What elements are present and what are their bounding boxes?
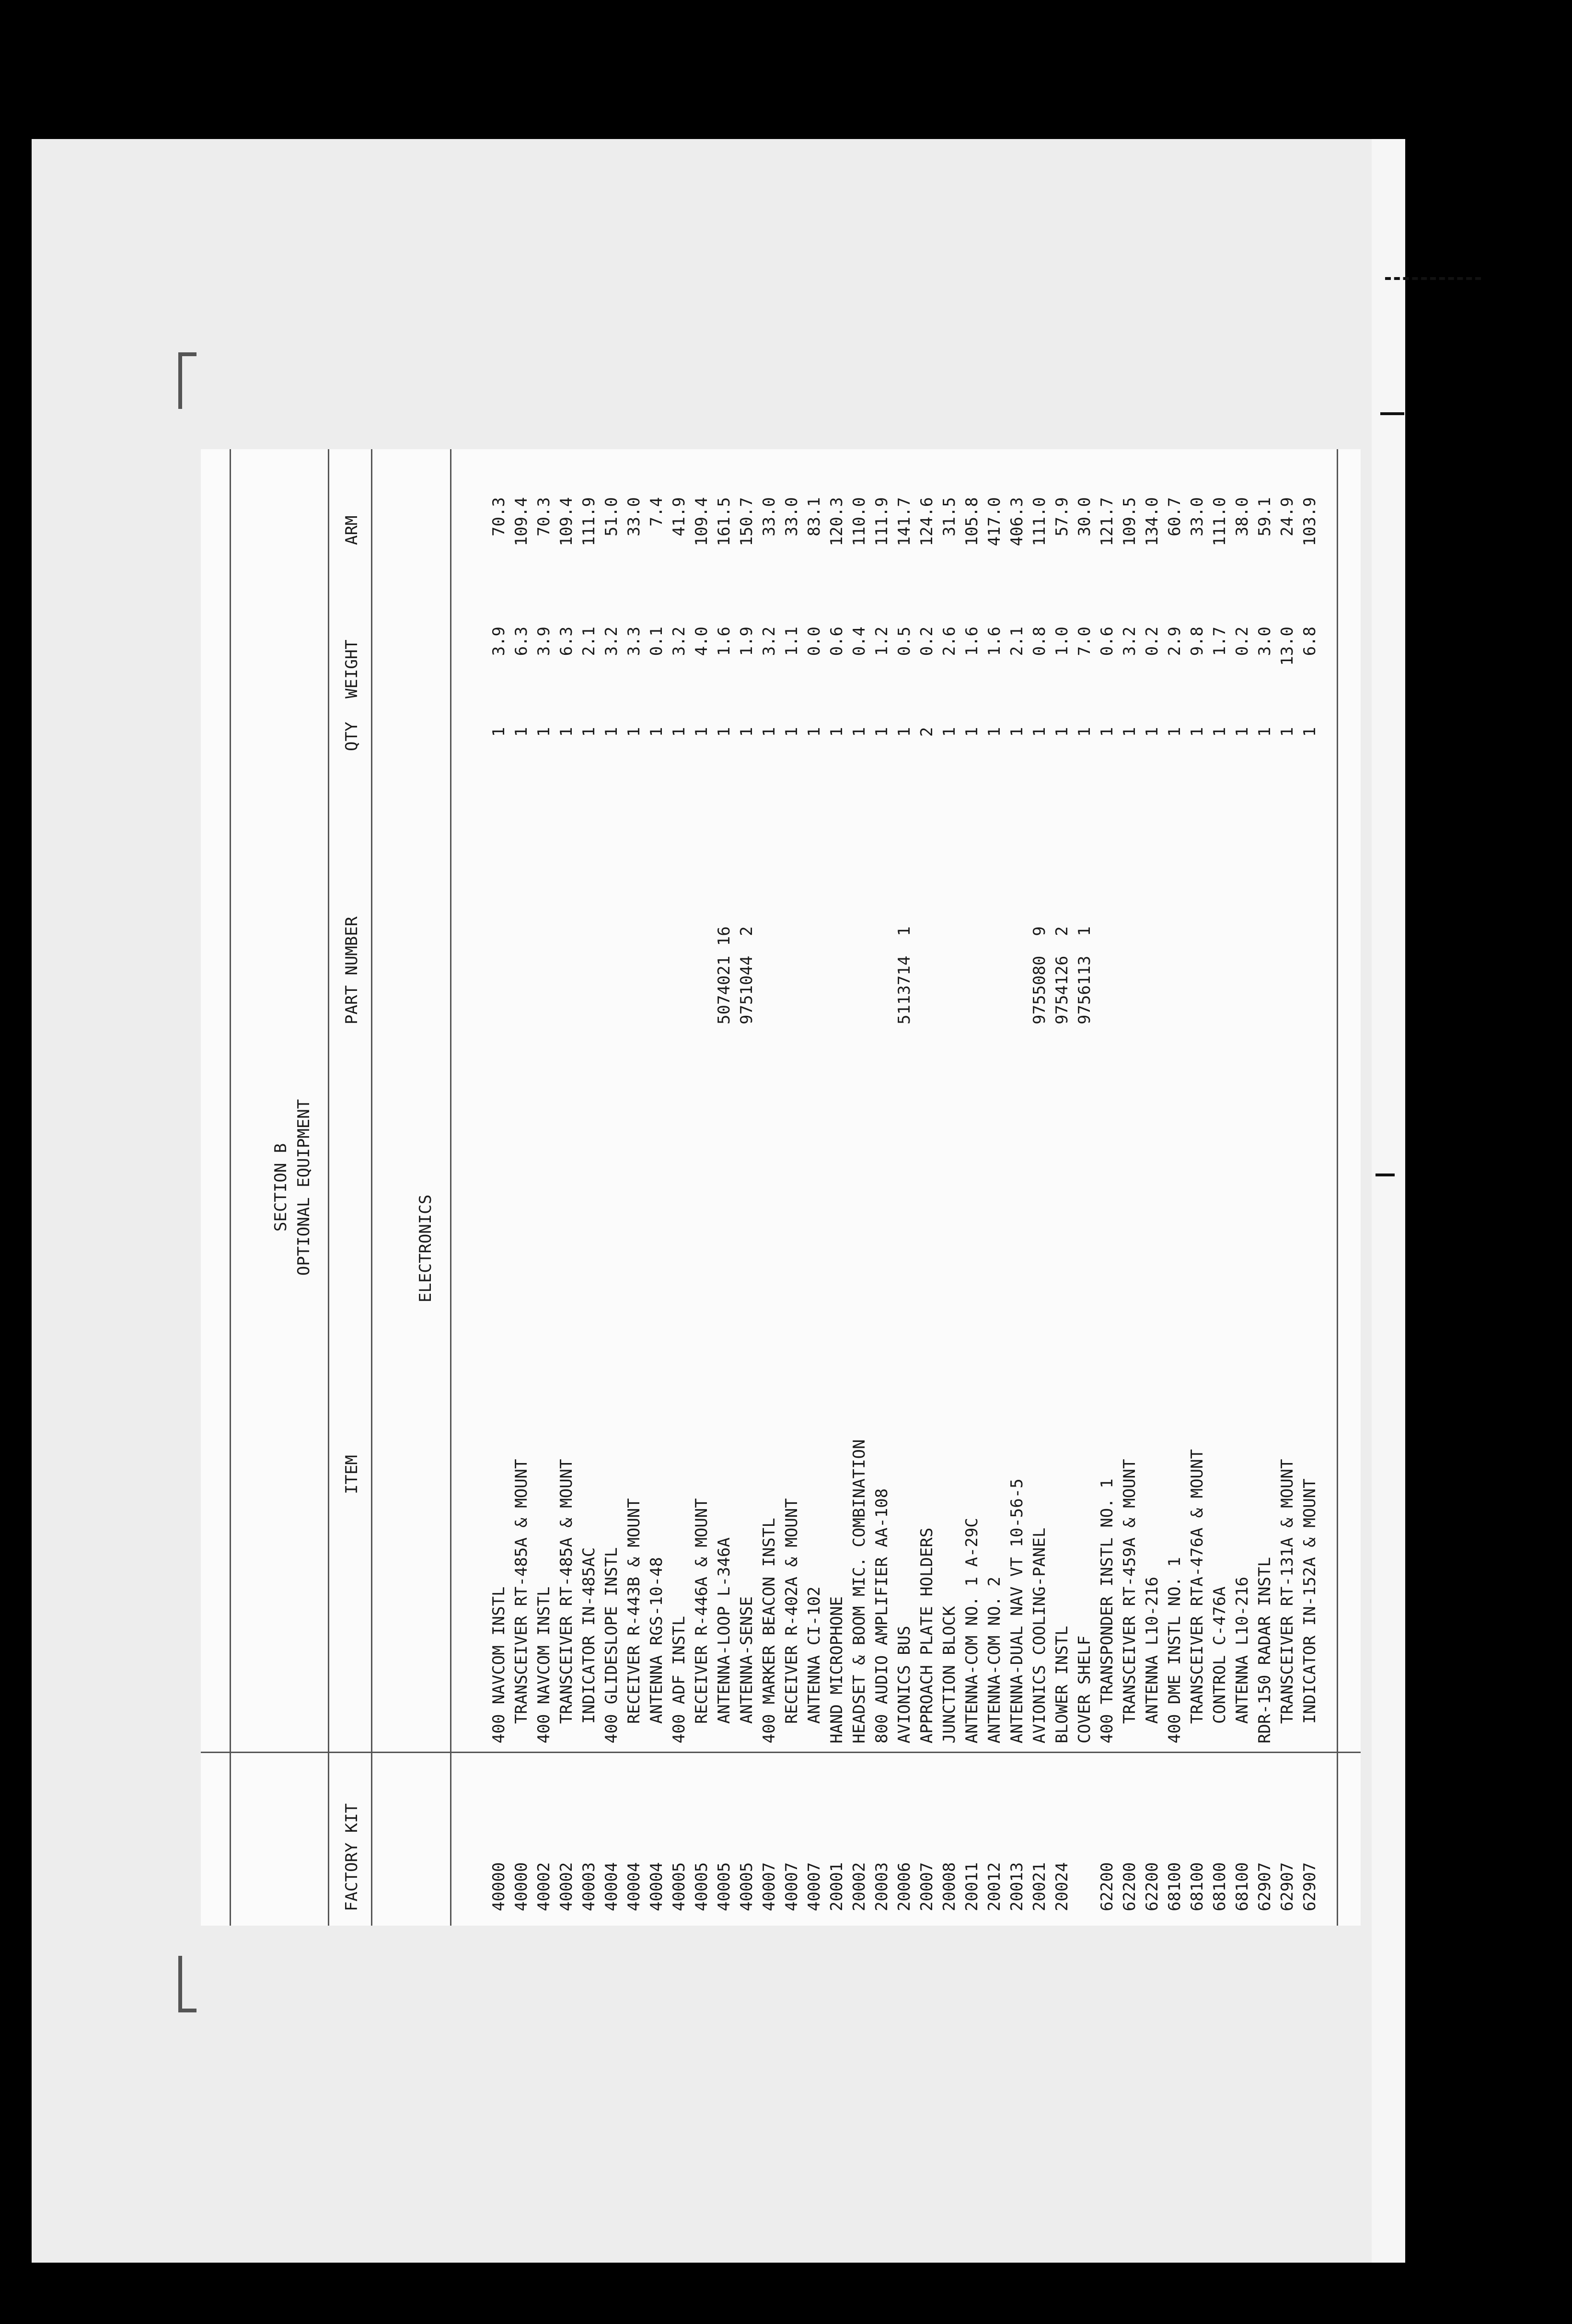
table-row xyxy=(1257,449,1274,1926)
cell-kit: 40007 xyxy=(805,1862,824,1911)
cell-arm: 109.5 xyxy=(1120,497,1139,546)
cell-arm: 111.9 xyxy=(872,497,891,546)
rotated-document xyxy=(201,449,1361,1926)
cell-kit: 62907 xyxy=(1300,1862,1319,1911)
cell-item: RECEIVER R-402A & MOUNT xyxy=(782,1498,801,1743)
cell-kit: 40007 xyxy=(760,1862,779,1911)
table-row xyxy=(806,449,823,1926)
cell-item: 400 ADF INSTL xyxy=(670,1615,689,1743)
cell-kit: 62200 xyxy=(1143,1862,1162,1911)
table-row xyxy=(536,449,553,1926)
header-item: ITEM xyxy=(342,1455,361,1494)
cell-weight: 3.9 xyxy=(489,627,509,656)
cell-weight: 13.0 xyxy=(1278,627,1297,666)
cell-item: ANTENNA-COM NO. 1 A-29C xyxy=(962,1518,982,1743)
cell-kit: 68100 xyxy=(1233,1862,1252,1911)
table-row xyxy=(558,449,576,1926)
cell-arm: 7.4 xyxy=(647,497,666,527)
cell-arm: 70.3 xyxy=(534,497,554,536)
table-row xyxy=(1212,449,1229,1926)
rule-header-top xyxy=(328,449,329,1926)
cell-qty: 1 xyxy=(850,727,869,737)
cell-qty: 1 xyxy=(1098,727,1117,737)
table-row xyxy=(874,449,891,1926)
cell-weight: 3.2 xyxy=(602,627,621,656)
cell-weight: 1.6 xyxy=(962,627,982,656)
cell-item: ANTENNA L10-216 xyxy=(1143,1577,1162,1743)
cell-qty: 1 xyxy=(489,727,509,737)
table-row xyxy=(1144,449,1161,1926)
cell-kit: 40000 xyxy=(512,1862,531,1911)
cell-item: JUNCTION BLOCK xyxy=(940,1606,959,1743)
cell-arm: 406.3 xyxy=(1007,497,1027,546)
cell-arm: 60.7 xyxy=(1165,497,1184,536)
header-arm: ARM xyxy=(342,515,361,545)
cell-kit: 20006 xyxy=(895,1862,914,1911)
cell-weight: 6.3 xyxy=(557,627,576,656)
table-row xyxy=(896,449,913,1926)
cell-item: RDR-150 RADAR INSTL xyxy=(1255,1557,1274,1743)
cell-item: ANTENNA-COM NO. 2 xyxy=(985,1577,1004,1743)
cell-qty: 1 xyxy=(737,727,756,737)
cell-kit: 20012 xyxy=(985,1862,1004,1911)
cell-arm: 59.1 xyxy=(1255,497,1274,536)
cell-kit: 40007 xyxy=(782,1862,801,1911)
cell-qty: 1 xyxy=(805,727,824,737)
cell-item: TRANSCEIVER RT-485A & MOUNT xyxy=(512,1459,531,1743)
cell-part: 9756113 1 xyxy=(1075,926,1094,1024)
table-row xyxy=(1302,449,1319,1926)
cell-weight: 0.6 xyxy=(827,627,846,656)
cell-weight: 0.2 xyxy=(917,627,936,656)
cell-weight: 3.0 xyxy=(1255,627,1274,656)
table-row xyxy=(1121,449,1139,1926)
cell-arm: 51.0 xyxy=(602,497,621,536)
cell-part: 9754126 2 xyxy=(1052,926,1072,1024)
cell-item: 400 DME INSTL NO. 1 xyxy=(1165,1557,1184,1743)
cell-item: RECEIVER R-443B & MOUNT xyxy=(624,1498,644,1743)
cell-qty: 1 xyxy=(1278,727,1297,737)
cell-qty: 1 xyxy=(534,727,554,737)
cell-qty: 1 xyxy=(512,727,531,737)
cell-item: HAND MICROPHONE xyxy=(827,1596,846,1743)
cell-item: AVIONICS BUS xyxy=(895,1626,914,1743)
table-row xyxy=(581,449,598,1926)
cell-qty: 1 xyxy=(782,727,801,737)
cell-qty: 1 xyxy=(557,727,576,737)
cell-weight: 3.3 xyxy=(624,627,644,656)
cell-qty: 1 xyxy=(827,727,846,737)
cell-qty: 1 xyxy=(715,727,734,737)
cell-arm: 134.0 xyxy=(1143,497,1162,546)
cell-kit: 40002 xyxy=(534,1862,554,1911)
cell-kit: 20008 xyxy=(940,1862,959,1911)
scan-dash-mark xyxy=(1385,277,1481,280)
rule-header-bottom xyxy=(371,449,372,1926)
cell-arm: 121.7 xyxy=(1098,497,1117,546)
cell-arm: 33.0 xyxy=(1188,497,1207,536)
cell-item: HEADSET & BOOM MIC. COMBINATION xyxy=(850,1439,869,1743)
cell-item: ANTENNA RGS-10-48 xyxy=(647,1557,666,1743)
cell-kit: 68100 xyxy=(1188,1862,1207,1911)
table-row xyxy=(671,449,688,1926)
rule-top xyxy=(230,449,231,1926)
cell-weight: 3.2 xyxy=(760,627,779,656)
cell-qty: 1 xyxy=(1052,727,1072,737)
cell-kit: 40000 xyxy=(489,1862,509,1911)
corner-mark-bottom-left xyxy=(178,1956,196,2012)
cell-weight: 6.3 xyxy=(512,627,531,656)
cell-weight: 1.6 xyxy=(715,627,734,656)
cell-arm: 111.0 xyxy=(1030,497,1049,546)
cell-qty: 1 xyxy=(1255,727,1274,737)
cell-qty: 1 xyxy=(692,727,711,737)
cell-arm: 38.0 xyxy=(1233,497,1252,536)
cell-qty: 1 xyxy=(1165,727,1184,737)
cell-weight: 1.7 xyxy=(1210,627,1229,656)
cell-arm: 111.9 xyxy=(579,497,599,546)
cell-qty: 1 xyxy=(962,727,982,737)
table-row xyxy=(1279,449,1296,1926)
cell-kit: 20001 xyxy=(827,1862,846,1911)
table-row xyxy=(716,449,733,1926)
cell-part: 5113714 1 xyxy=(895,926,914,1024)
table-row xyxy=(1009,449,1026,1926)
cell-kit: 40004 xyxy=(647,1862,666,1911)
cell-qty: 1 xyxy=(1143,727,1162,737)
cell-qty: 1 xyxy=(1300,727,1319,737)
cell-qty: 1 xyxy=(579,727,599,737)
cell-qty: 2 xyxy=(917,727,936,737)
cell-qty: 1 xyxy=(985,727,1004,737)
group-title: ELECTRONICS xyxy=(416,1194,435,1302)
cell-item: ANTENNA-LOOP L-346A xyxy=(715,1537,734,1743)
cell-qty: 1 xyxy=(760,727,779,737)
cell-item: TRANSCEIVER RTA-476A & MOUNT xyxy=(1188,1449,1207,1743)
cell-item: TRANSCEIVER RT-485A & MOUNT xyxy=(557,1459,576,1743)
cell-kit: 20003 xyxy=(872,1862,891,1911)
cell-kit: 20013 xyxy=(1007,1862,1027,1911)
cell-qty: 1 xyxy=(1210,727,1229,737)
cell-weight: 0.2 xyxy=(1233,627,1252,656)
table-row xyxy=(1234,449,1251,1926)
cell-item: TRANSCEIVER RT-459A & MOUNT xyxy=(1120,1459,1139,1743)
cell-kit: 40003 xyxy=(579,1862,599,1911)
cell-arm: 33.0 xyxy=(760,497,779,536)
cell-kit: 40002 xyxy=(557,1862,576,1911)
cell-item: TRANSCEIVER RT-131A & MOUNT xyxy=(1278,1459,1297,1743)
cell-kit: 40005 xyxy=(715,1862,734,1911)
cell-part: 9755080 9 xyxy=(1030,926,1049,1024)
cell-weight: 0.1 xyxy=(647,627,666,656)
table-row xyxy=(761,449,778,1926)
cell-weight: 0.5 xyxy=(895,627,914,656)
cell-weight: 2.6 xyxy=(940,627,959,656)
cell-arm: 103.9 xyxy=(1300,497,1319,546)
cell-arm: 141.7 xyxy=(895,497,914,546)
cell-part: 9751044 2 xyxy=(737,926,756,1024)
cell-item: CONTROL C-476A xyxy=(1210,1586,1229,1743)
header-part-number: PART NUMBER xyxy=(342,916,361,1024)
rule-bottom xyxy=(1337,449,1338,1926)
cell-part: 5074021 16 xyxy=(715,926,734,1024)
table-row xyxy=(986,449,1004,1926)
cell-weight: 2.1 xyxy=(579,627,599,656)
edge-tick-middle xyxy=(1376,1174,1395,1176)
cell-kit: 20011 xyxy=(962,1862,982,1911)
cell-qty: 1 xyxy=(647,727,666,737)
cell-kit: 62907 xyxy=(1255,1862,1274,1911)
cell-kit: 40005 xyxy=(692,1862,711,1911)
table-row xyxy=(1076,449,1094,1926)
table-row xyxy=(648,449,666,1926)
table-row xyxy=(829,449,846,1926)
cell-weight: 7.0 xyxy=(1075,627,1094,656)
cell-item: AVIONICS COOLING-PANEL xyxy=(1030,1527,1049,1743)
cell-kit: 68100 xyxy=(1165,1862,1184,1911)
cell-weight: 0.4 xyxy=(850,627,869,656)
cell-arm: 30.0 xyxy=(1075,497,1094,536)
cell-weight: 0.0 xyxy=(805,627,824,656)
cell-item: 400 NAVCOM INSTL xyxy=(534,1586,554,1743)
table-row xyxy=(739,449,756,1926)
cell-weight: 1.6 xyxy=(985,627,1004,656)
table-row xyxy=(941,449,959,1926)
table-row xyxy=(694,449,711,1926)
cell-arm: 109.4 xyxy=(512,497,531,546)
cell-item: APPROACH PLATE HOLDERS xyxy=(917,1527,936,1743)
rule-group xyxy=(450,449,451,1926)
cell-weight: 1.9 xyxy=(737,627,756,656)
cell-item: ANTENNA CI-102 xyxy=(805,1586,824,1743)
col-divider-item xyxy=(201,1752,1361,1753)
cell-qty: 1 xyxy=(872,727,891,737)
cell-kit: 40004 xyxy=(602,1862,621,1911)
cell-weight: 2.1 xyxy=(1007,627,1027,656)
cell-qty: 1 xyxy=(940,727,959,737)
cell-item: 400 GLIDESLOPE INSTL xyxy=(602,1547,621,1743)
cell-weight: 9.8 xyxy=(1188,627,1207,656)
cell-weight: 4.0 xyxy=(692,627,711,656)
cell-arm: 31.5 xyxy=(940,497,959,536)
section-title: SECTION B xyxy=(271,1143,290,1232)
cell-kit: 62907 xyxy=(1278,1862,1297,1911)
cell-item: RECEIVER R-446A & MOUNT xyxy=(692,1498,711,1743)
cell-kit: 40004 xyxy=(624,1862,644,1911)
cell-item: INDICATOR IN-485AC xyxy=(579,1547,599,1743)
cell-arm: 109.4 xyxy=(692,497,711,546)
cell-qty: 1 xyxy=(602,727,621,737)
cell-arm: 105.8 xyxy=(962,497,982,546)
table-row xyxy=(1189,449,1206,1926)
cell-kit: 20007 xyxy=(917,1862,936,1911)
cell-weight: 1.0 xyxy=(1052,627,1072,656)
cell-arm: 33.0 xyxy=(782,497,801,536)
cell-qty: 1 xyxy=(624,727,644,737)
cell-arm: 109.4 xyxy=(557,497,576,546)
cell-qty: 1 xyxy=(1030,727,1049,737)
table-row xyxy=(919,449,936,1926)
cell-item: COVER SHELF xyxy=(1075,1635,1094,1743)
cell-weight: 6.8 xyxy=(1300,627,1319,656)
scan-right-strip xyxy=(1372,139,1405,2263)
cell-weight: 3.2 xyxy=(1120,627,1139,656)
cell-weight: 0.6 xyxy=(1098,627,1117,656)
cell-kit: 68100 xyxy=(1210,1862,1229,1911)
table-row xyxy=(603,449,621,1926)
edge-tick-upper xyxy=(1380,412,1404,415)
cell-kit: 20002 xyxy=(850,1862,869,1911)
cell-weight: 3.2 xyxy=(670,627,689,656)
table-row xyxy=(626,449,643,1926)
section-subtitle: OPTIONAL EQUIPMENT xyxy=(294,1099,313,1276)
cell-qty: 1 xyxy=(1120,727,1139,737)
cell-kit: 62200 xyxy=(1120,1862,1139,1911)
cell-item: ANTENNA-DUAL NAV VT 10-56-5 xyxy=(1007,1478,1027,1743)
cell-arm: 110.0 xyxy=(850,497,869,546)
table-row xyxy=(513,449,531,1926)
document-sheet xyxy=(201,449,1361,1926)
cell-weight: 1.1 xyxy=(782,627,801,656)
cell-qty: 1 xyxy=(1188,727,1207,737)
cell-arm: 120.3 xyxy=(827,497,846,546)
cell-item: INDICATOR IN-152A & MOUNT xyxy=(1300,1478,1319,1743)
table-row xyxy=(1031,449,1049,1926)
cell-kit: 20024 xyxy=(1052,1862,1072,1911)
table-row xyxy=(491,449,508,1926)
table-row xyxy=(851,449,868,1926)
cell-kit: 40005 xyxy=(737,1862,756,1911)
cell-arm: 111.0 xyxy=(1210,497,1229,546)
cell-item: 400 MARKER BEACON INSTL xyxy=(760,1518,779,1743)
cell-arm: 70.3 xyxy=(489,497,509,536)
table-row xyxy=(964,449,981,1926)
cell-qty: 1 xyxy=(1007,727,1027,737)
cell-item: BLOWER INSTL xyxy=(1052,1626,1072,1743)
table-row xyxy=(1099,449,1116,1926)
cell-arm: 24.9 xyxy=(1278,497,1297,536)
table-row xyxy=(784,449,801,1926)
cell-arm: 161.5 xyxy=(715,497,734,546)
cell-qty: 1 xyxy=(670,727,689,737)
cell-weight: 0.2 xyxy=(1143,627,1162,656)
cell-kit: 62200 xyxy=(1098,1862,1117,1911)
cell-kit: 40005 xyxy=(670,1862,689,1911)
cell-item: 400 TRANSPONDER INSTL NO. 1 xyxy=(1098,1478,1117,1743)
cell-weight: 0.8 xyxy=(1030,627,1049,656)
cell-qty: 1 xyxy=(1075,727,1094,737)
cell-weight: 1.2 xyxy=(872,627,891,656)
cell-kit: 20021 xyxy=(1030,1862,1049,1911)
cell-weight: 3.9 xyxy=(534,627,554,656)
cell-item: 400 NAVCOM INSTL xyxy=(489,1586,509,1743)
cell-arm: 57.9 xyxy=(1052,497,1072,536)
cell-arm: 33.0 xyxy=(624,497,644,536)
cell-arm: 83.1 xyxy=(805,497,824,536)
cell-arm: 41.9 xyxy=(670,497,689,536)
header-weight: WEIGHT xyxy=(342,639,361,698)
cell-item: 800 AUDIO AMPLIFIER AA-108 xyxy=(872,1488,891,1743)
table-row xyxy=(1054,449,1071,1926)
cell-arm: 150.7 xyxy=(737,497,756,546)
corner-mark-top-left xyxy=(178,352,196,409)
cell-arm: 124.6 xyxy=(917,497,936,546)
cell-qty: 1 xyxy=(895,727,914,737)
table-row xyxy=(1167,449,1184,1926)
cell-arm: 417.0 xyxy=(985,497,1004,546)
header-factory-kit: FACTORY KIT xyxy=(342,1803,361,1911)
cell-weight: 2.9 xyxy=(1165,627,1184,656)
cell-item: ANTENNA-SENSE xyxy=(737,1596,756,1743)
cell-qty: 1 xyxy=(1233,727,1252,737)
cell-item: ANTENNA L10-216 xyxy=(1233,1577,1252,1743)
header-qty: QTY xyxy=(342,721,361,751)
